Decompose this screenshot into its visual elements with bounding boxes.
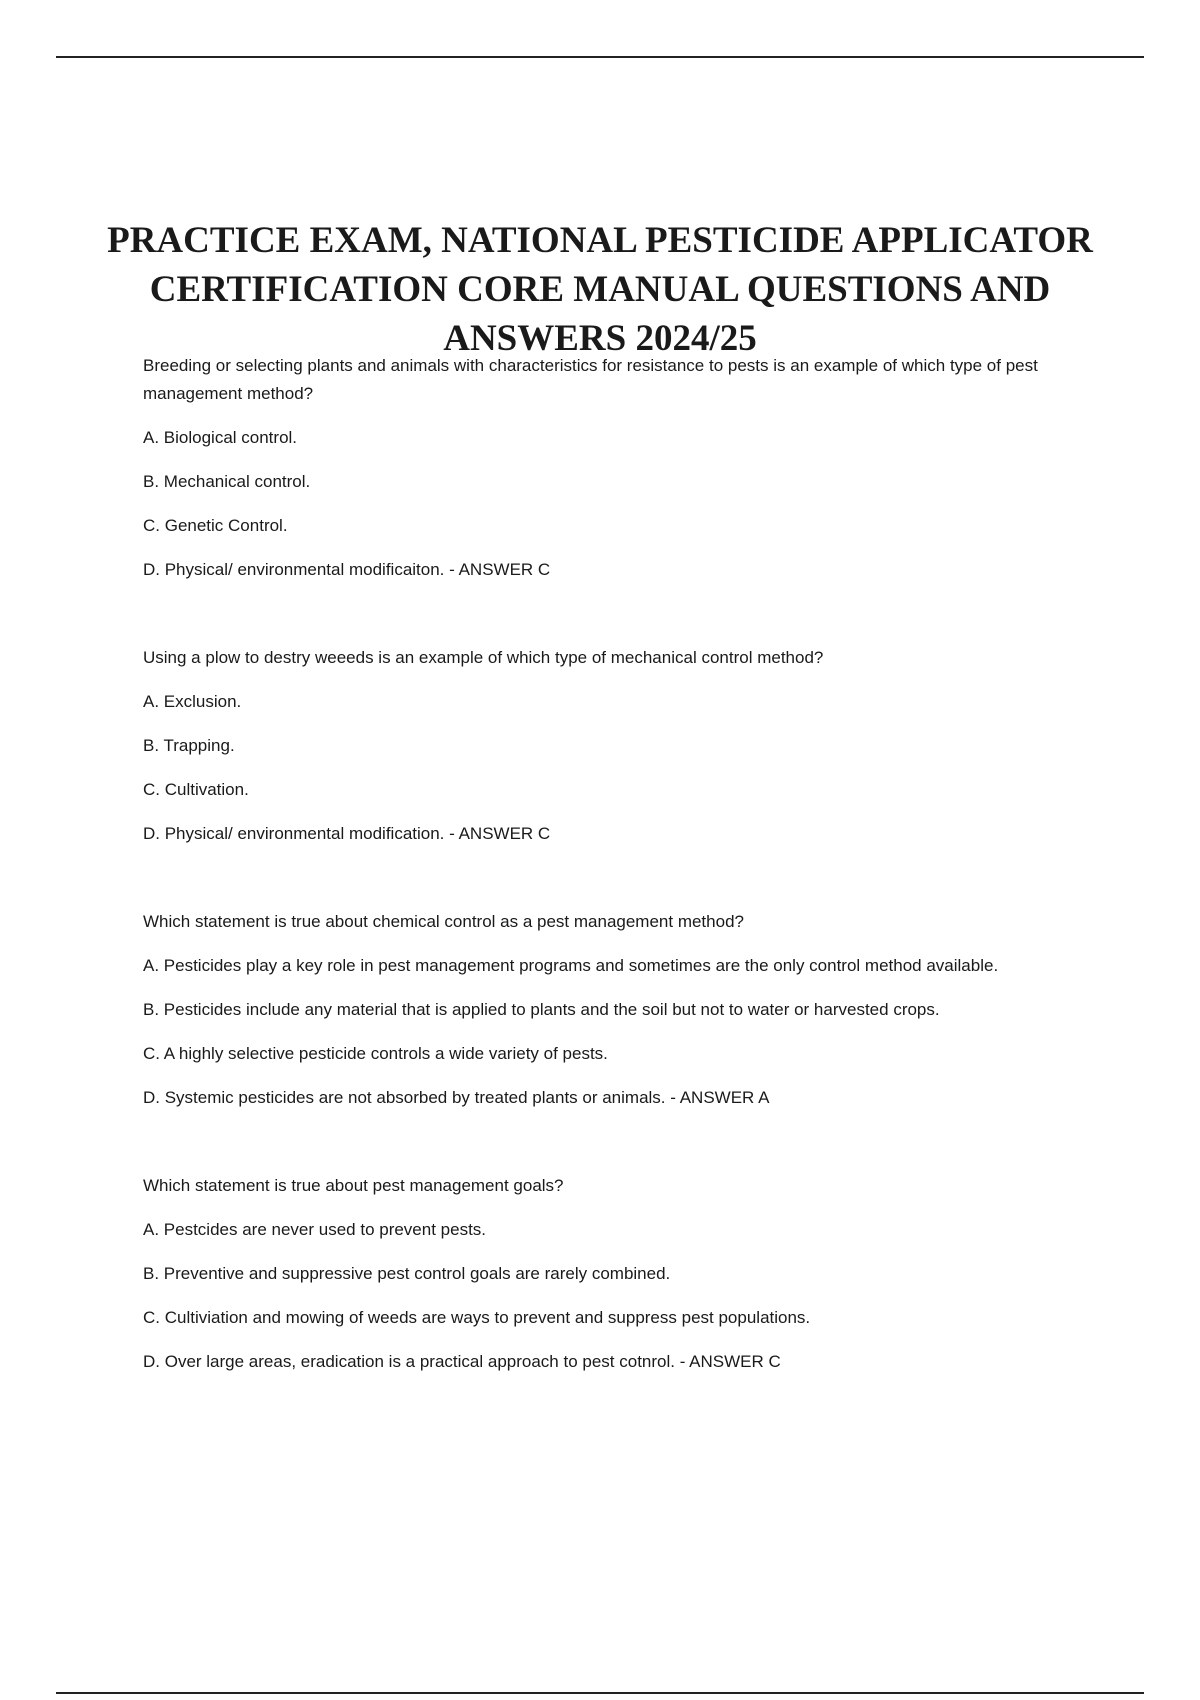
answer-option-a: A. Biological control. — [143, 428, 298, 447]
answer-option-c: C. Cultiviation and mowing of weeds are ways to prevent and suppress pest populations. — [143, 1308, 811, 1327]
question-1 — [143, 352, 1063, 584]
answer-option-a: A. Pestcides are never used to prevent pests. — [143, 1220, 487, 1239]
bottom-divider — [56, 1692, 1144, 1694]
question-text: Which statement is true about pest management goals? — [143, 1176, 564, 1195]
question-text: Which statement is true about chemical control as a pest management method? — [143, 912, 744, 931]
answer-option-b: B. Preventive and suppressive pest control goals are rarely combined. — [143, 1264, 671, 1283]
question-text: Breeding or selecting plants and animals with characteristics for resistance to pests is an example of which type of pest management method? — [143, 356, 1038, 403]
question-2 — [143, 644, 1063, 848]
top-divider — [56, 56, 1144, 58]
answer-option-c: C. Genetic Control. — [143, 516, 288, 535]
questions-list — [143, 352, 1063, 1376]
answer-option-b: B. Trapping. — [143, 736, 235, 755]
document-title: PRACTICE EXAM, NATIONAL PESTICIDE APPLICATOR CERTIFICATION CORE MANUAL QUESTIONS AND ANSWERS 2024/25 — [107, 220, 1093, 359]
answer-option-a: A. Pesticides play a key role in pest management programs and sometimes are the only control method available. — [143, 956, 999, 975]
answer-option-d: D. Physical/ environmental modificaiton. - ANSWER C — [143, 560, 551, 579]
answer-option-d: D. Over large areas, eradication is a practical approach to pest cotnrol. - ANSWER C — [143, 1352, 781, 1371]
answer-option-c: C. A highly selective pesticide controls a wide variety of pests. — [143, 1044, 608, 1063]
answer-option-b: B. Pesticides include any material that is applied to plants and the soil but not to water or harvested crops. — [143, 1000, 940, 1019]
answer-option-d: D. Physical/ environmental modification. - ANSWER C — [143, 824, 551, 843]
answer-option-a: A. Exclusion. — [143, 692, 242, 711]
question-4 — [143, 1172, 1063, 1376]
answer-option-c: C. Cultivation. — [143, 780, 249, 799]
question-3 — [143, 908, 1063, 1112]
answer-option-d: D. Systemic pesticides are not absorbed by treated plants or animals. - ANSWER A — [143, 1088, 770, 1107]
answer-option-b: B. Mechanical control. — [143, 472, 311, 491]
question-text: Using a plow to destry weeeds is an example of which type of mechanical control method? — [143, 648, 824, 667]
